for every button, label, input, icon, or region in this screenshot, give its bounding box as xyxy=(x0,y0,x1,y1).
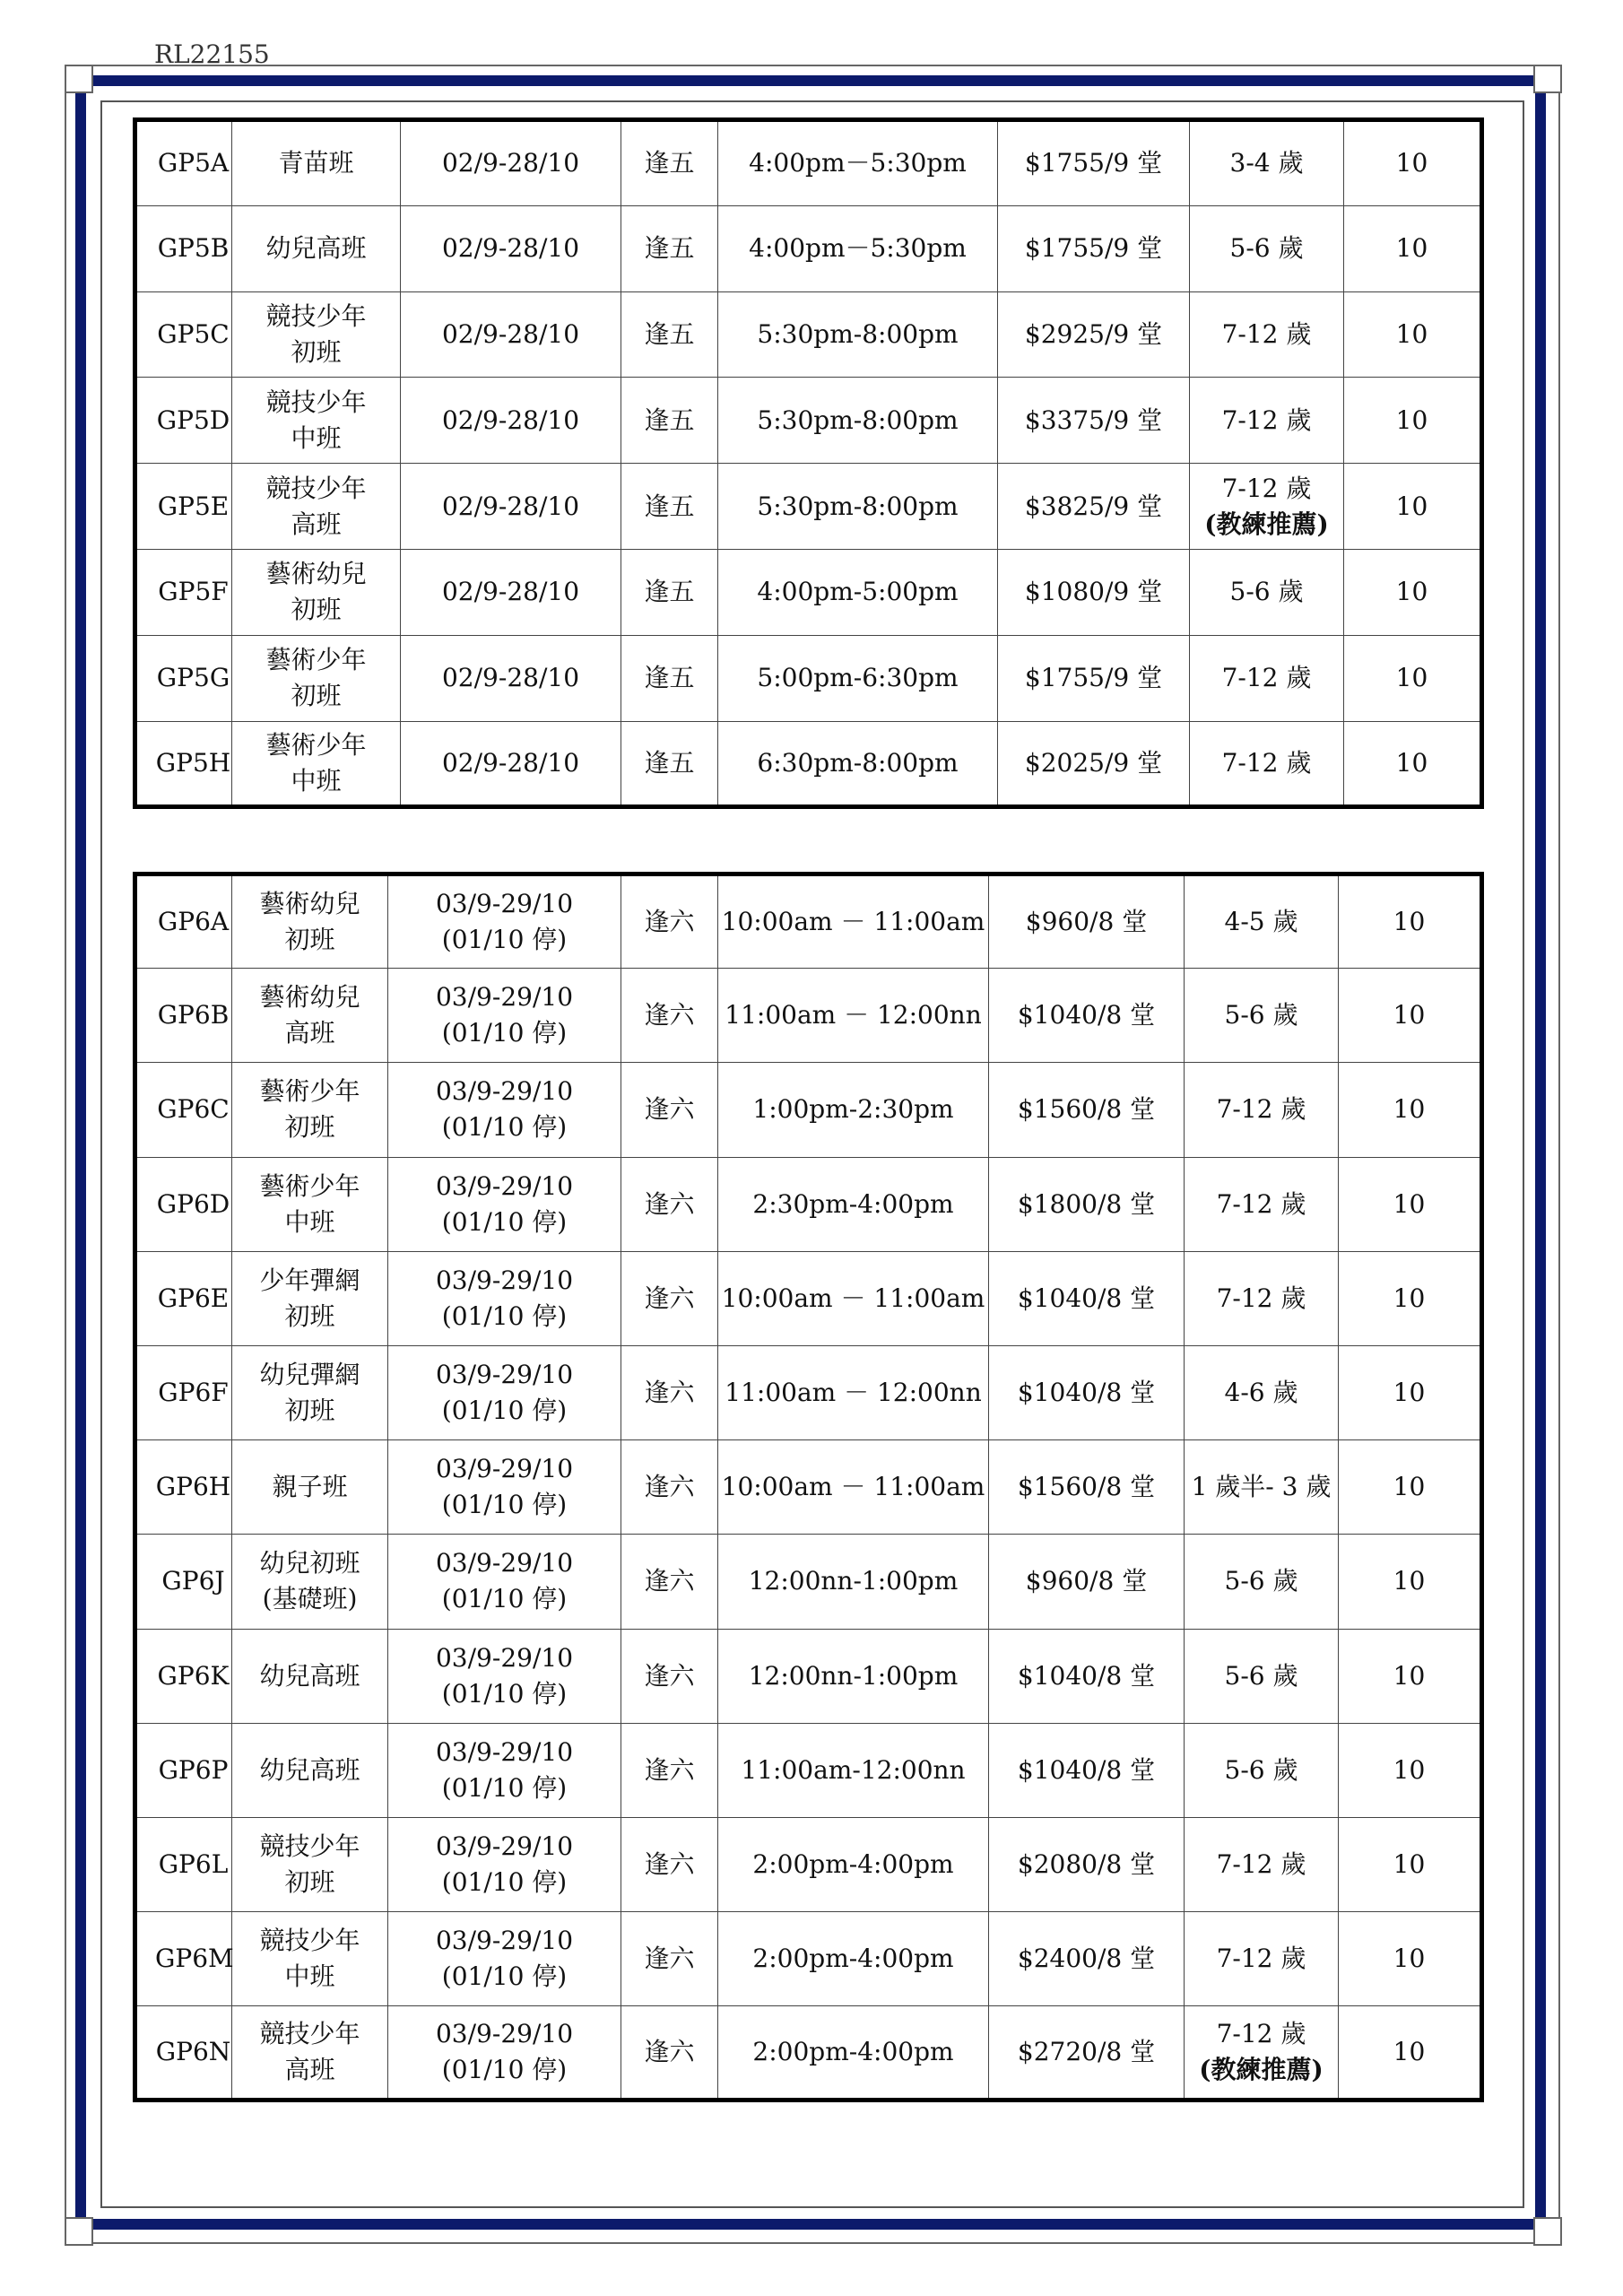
age-cell xyxy=(1185,1345,1339,1439)
class-name-line: 競技少年 xyxy=(259,1831,360,1861)
class-name-line: 少年彈網 xyxy=(259,1265,360,1295)
class-name-cell xyxy=(232,1723,388,1817)
time-cell: 1:00pm-2:30pm xyxy=(718,1063,989,1157)
class-name-line: 親子班 xyxy=(272,1472,348,1502)
class-code-cell: GP6N xyxy=(135,2006,232,2100)
age-cell xyxy=(1185,1063,1339,1157)
friday-schedule-table xyxy=(133,117,1484,809)
age-range: 1 歲半- 3 歲 xyxy=(1191,1472,1332,1502)
class-name-line: 競技少年 xyxy=(259,2019,360,2049)
date-range-cell xyxy=(388,1063,621,1157)
class-code-cell: GP6C xyxy=(135,1063,232,1157)
table-row xyxy=(135,549,1482,635)
weekday-cell: 逢六 xyxy=(621,1440,718,1535)
quota-cell: 10 xyxy=(1339,1723,1482,1817)
age-cell xyxy=(1190,205,1344,291)
age-range: 7-12 歲 xyxy=(1216,1848,1306,1879)
fee-cell: $960/8 堂 xyxy=(989,1535,1185,1629)
date-range: 03/9-29/10 xyxy=(435,982,574,1013)
weekday-cell: 逢六 xyxy=(621,1157,718,1251)
table-row xyxy=(135,1535,1482,1629)
date-range: 03/9-29/10 xyxy=(435,1454,574,1484)
date-range: 02/9-28/10 xyxy=(441,318,580,349)
time-cell: 12:00nn-1:00pm xyxy=(718,1535,989,1629)
class-name-line: 初班 xyxy=(284,1866,335,1897)
class-code-cell: GP6M xyxy=(135,1912,232,2006)
date-range-cell xyxy=(388,1440,621,1535)
fee-cell: $1755/9 堂 xyxy=(998,120,1190,206)
class-code-cell: GP5B xyxy=(135,205,232,291)
suspension-note: (01/10 停) xyxy=(441,1961,568,1992)
class-name-line: 藝術幼兒 xyxy=(259,982,360,1013)
fee-cell: $1040/8 堂 xyxy=(989,1723,1185,1817)
weekday-cell: 逢六 xyxy=(621,1912,718,2006)
age-cell xyxy=(1185,1535,1339,1629)
age-cell xyxy=(1190,378,1344,464)
fee-cell: $1040/8 堂 xyxy=(989,969,1185,1063)
class-name-cell xyxy=(232,1817,388,1911)
age-cell xyxy=(1190,721,1344,807)
quota-cell: 10 xyxy=(1344,120,1482,206)
fee-cell: $1800/8 堂 xyxy=(989,1157,1185,1251)
suspension-note: (01/10 停) xyxy=(441,1866,568,1897)
age-range: 7-12 歲 xyxy=(1216,1283,1306,1313)
weekday-cell: 逢五 xyxy=(621,464,718,550)
date-range: 02/9-28/10 xyxy=(441,491,580,521)
class-code-cell: GP6J xyxy=(135,1535,232,1629)
class-code-cell: GP6D xyxy=(135,1157,232,1251)
age-range: 7-12 歲 xyxy=(1221,747,1312,778)
date-range-cell xyxy=(401,120,621,206)
weekday-cell: 逢六 xyxy=(621,1063,718,1157)
class-name-cell xyxy=(232,464,401,550)
time-cell: 5:30pm-8:00pm xyxy=(718,291,998,378)
date-range: 02/9-28/10 xyxy=(441,577,580,607)
time-cell: 11:00am － 12:00nn xyxy=(718,1345,989,1439)
date-range-cell xyxy=(388,969,621,1063)
class-name-cell xyxy=(232,1251,388,1345)
time-cell: 5:00pm-6:30pm xyxy=(718,635,998,721)
date-range: 03/9-29/10 xyxy=(435,889,574,919)
quota-cell: 10 xyxy=(1339,1440,1482,1535)
class-code-cell: GP5H xyxy=(135,721,232,807)
date-range: 03/9-29/10 xyxy=(435,1642,574,1673)
class-name-line: 幼兒高班 xyxy=(265,233,367,264)
quota-cell: 10 xyxy=(1339,1817,1482,1911)
age-range: 7-12 歲 xyxy=(1221,404,1312,435)
time-cell: 5:30pm-8:00pm xyxy=(718,378,998,464)
time-cell: 2:00pm-4:00pm xyxy=(718,1817,989,1911)
fee-cell: $1560/8 堂 xyxy=(989,1440,1185,1535)
date-range: 03/9-29/10 xyxy=(435,1170,574,1201)
class-name-cell xyxy=(232,721,401,807)
age-cell xyxy=(1185,1817,1339,1911)
date-range-cell xyxy=(388,1912,621,2006)
date-range-cell xyxy=(388,1157,621,1251)
coach-recommendation-note: (教練推薦) xyxy=(1204,509,1329,539)
class-code-cell: GP6B xyxy=(135,969,232,1063)
suspension-note: (01/10 停) xyxy=(441,925,568,955)
border-corner-ornament xyxy=(65,2217,93,2246)
age-cell xyxy=(1190,464,1344,550)
suspension-note: (01/10 停) xyxy=(441,1584,568,1614)
time-cell: 4:00pm-5:00pm xyxy=(718,549,998,635)
age-range: 3-4 歲 xyxy=(1229,148,1304,178)
class-code-cell: GP6L xyxy=(135,1817,232,1911)
age-range: 7-12 歲 xyxy=(1216,2019,1306,2049)
weekday-cell: 逢六 xyxy=(621,1723,718,1817)
date-range: 03/9-29/10 xyxy=(435,1360,574,1390)
class-name-line: 幼兒高班 xyxy=(259,1660,360,1691)
table-row xyxy=(135,874,1482,969)
date-range-cell xyxy=(401,721,621,807)
weekday-cell: 逢五 xyxy=(621,721,718,807)
class-name-line: 競技少年 xyxy=(259,1926,360,1956)
class-name-line: 初班 xyxy=(291,336,342,367)
quota-cell: 10 xyxy=(1344,205,1482,291)
age-range: 5-6 歲 xyxy=(1224,1566,1298,1596)
quota-cell: 10 xyxy=(1344,378,1482,464)
class-name-cell xyxy=(232,378,401,464)
class-name-cell xyxy=(232,291,401,378)
suspension-note: (01/10 停) xyxy=(441,1206,568,1237)
quota-cell: 10 xyxy=(1339,1251,1482,1345)
class-name-cell xyxy=(232,969,388,1063)
weekday-cell: 逢六 xyxy=(621,1345,718,1439)
fee-cell: $1755/9 堂 xyxy=(998,205,1190,291)
table-row xyxy=(135,291,1482,378)
quota-cell: 10 xyxy=(1344,464,1482,550)
fee-cell: $2400/8 堂 xyxy=(989,1912,1185,2006)
date-range: 02/9-28/10 xyxy=(441,663,580,693)
date-range: 02/9-28/10 xyxy=(441,233,580,264)
date-range-cell xyxy=(401,635,621,721)
date-range-cell xyxy=(388,1723,621,1817)
class-code-cell: GP5D xyxy=(135,378,232,464)
class-name-cell xyxy=(232,205,401,291)
time-cell: 11:00am － 12:00nn xyxy=(718,969,989,1063)
time-cell: 4:00pm－5:30pm xyxy=(718,205,998,291)
fee-cell: $3375/9 堂 xyxy=(998,378,1190,464)
fee-cell: $2925/9 堂 xyxy=(998,291,1190,378)
class-name-line: 高班 xyxy=(284,1018,335,1048)
class-name-line: 中班 xyxy=(284,1961,335,1992)
date-range-cell xyxy=(401,464,621,550)
date-range-cell xyxy=(401,378,621,464)
fee-cell: $1755/9 堂 xyxy=(998,635,1190,721)
class-name-line: 初班 xyxy=(284,1300,335,1331)
quota-cell: 10 xyxy=(1344,291,1482,378)
date-range: 02/9-28/10 xyxy=(441,148,580,178)
date-range: 03/9-29/10 xyxy=(435,1076,574,1107)
time-cell: 2:30pm-4:00pm xyxy=(718,1157,989,1251)
class-name-cell xyxy=(232,1535,388,1629)
age-cell xyxy=(1185,1157,1339,1251)
age-cell xyxy=(1190,635,1344,721)
class-name-line: 初班 xyxy=(291,595,342,625)
class-code-cell: GP6H xyxy=(135,1440,232,1535)
class-name-line: 藝術少年 xyxy=(259,1076,360,1107)
quota-cell: 10 xyxy=(1339,1912,1482,2006)
class-name-line: 幼兒初班 xyxy=(259,1548,360,1578)
table-row xyxy=(135,1629,1482,1723)
class-name-line: 初班 xyxy=(284,1112,335,1143)
weekday-cell: 逢六 xyxy=(621,874,718,969)
class-name-line: 高班 xyxy=(284,2055,335,2085)
class-name-line: 中班 xyxy=(291,765,342,796)
class-name-cell xyxy=(232,1912,388,2006)
date-range-cell xyxy=(401,549,621,635)
time-cell: 2:00pm-4:00pm xyxy=(718,1912,989,2006)
table-row xyxy=(135,1440,1482,1535)
class-name-cell xyxy=(232,874,388,969)
class-name-line: 藝術幼兒 xyxy=(259,889,360,919)
age-cell xyxy=(1185,1723,1339,1817)
class-code-cell: GP6P xyxy=(135,1723,232,1817)
class-code-cell: GP5E xyxy=(135,464,232,550)
time-cell: 5:30pm-8:00pm xyxy=(718,464,998,550)
fee-cell: $1040/8 堂 xyxy=(989,1345,1185,1439)
age-range: 7-12 歲 xyxy=(1216,1944,1306,1974)
class-code-cell: GP5A xyxy=(135,120,232,206)
border-corner-ornament xyxy=(1533,65,1562,93)
date-range: 03/9-29/10 xyxy=(435,1265,574,1295)
class-name-cell xyxy=(232,1063,388,1157)
document-reference: RL22155 xyxy=(154,39,270,69)
time-cell: 2:00pm-4:00pm xyxy=(718,2006,989,2100)
class-name-cell xyxy=(232,120,401,206)
class-code-cell: GP5C xyxy=(135,291,232,378)
quota-cell: 10 xyxy=(1339,1629,1482,1723)
fee-cell: $1560/8 堂 xyxy=(989,1063,1185,1157)
class-name-line: 初班 xyxy=(291,681,342,711)
class-code-cell: GP6E xyxy=(135,1251,232,1345)
table-row xyxy=(135,1723,1482,1817)
date-range-cell xyxy=(401,205,621,291)
weekday-cell: 逢六 xyxy=(621,1629,718,1723)
suspension-note: (01/10 停) xyxy=(441,1018,568,1048)
suspension-note: (01/10 停) xyxy=(441,1678,568,1709)
age-cell xyxy=(1185,1912,1339,2006)
age-range: 5-6 歲 xyxy=(1224,1660,1298,1691)
age-range: 7-12 歲 xyxy=(1221,473,1312,503)
fee-cell: $2025/9 堂 xyxy=(998,721,1190,807)
age-cell xyxy=(1185,1629,1339,1723)
date-range: 03/9-29/10 xyxy=(435,1548,574,1578)
class-name-line: 初班 xyxy=(284,1396,335,1426)
quota-cell: 10 xyxy=(1344,721,1482,807)
time-cell: 10:00am － 11:00am xyxy=(718,1440,989,1535)
weekday-cell: 逢六 xyxy=(621,1251,718,1345)
weekday-cell: 逢六 xyxy=(621,1535,718,1629)
class-name-line: 競技少年 xyxy=(265,300,367,331)
weekday-cell: 逢五 xyxy=(621,549,718,635)
class-name-line: 競技少年 xyxy=(265,473,367,503)
time-cell: 6:30pm-8:00pm xyxy=(718,721,998,807)
table-row xyxy=(135,1345,1482,1439)
date-range: 03/9-29/10 xyxy=(435,2019,574,2049)
table-row xyxy=(135,1063,1482,1157)
table-row xyxy=(135,969,1482,1063)
weekday-cell: 逢五 xyxy=(621,291,718,378)
date-range-cell xyxy=(388,1535,621,1629)
class-name-line: 中班 xyxy=(284,1206,335,1237)
quota-cell: 10 xyxy=(1339,969,1482,1063)
age-range: 7-12 歲 xyxy=(1221,663,1312,693)
weekday-cell: 逢五 xyxy=(621,205,718,291)
class-name-line: 競技少年 xyxy=(265,387,367,417)
time-cell: 4:00pm－5:30pm xyxy=(718,120,998,206)
class-code-cell: GP6K xyxy=(135,1629,232,1723)
weekday-cell: 逢五 xyxy=(621,378,718,464)
class-name-line: 青苗班 xyxy=(278,148,354,178)
date-range-cell xyxy=(388,2006,621,2100)
class-name-line: 幼兒高班 xyxy=(259,1754,360,1785)
time-cell: 11:00am-12:00nn xyxy=(718,1723,989,1817)
class-name-cell xyxy=(232,1629,388,1723)
quota-cell: 10 xyxy=(1344,635,1482,721)
age-range: 4-6 歲 xyxy=(1224,1378,1298,1408)
fee-cell: $2720/8 堂 xyxy=(989,2006,1185,2100)
age-cell xyxy=(1190,549,1344,635)
class-name-cell xyxy=(232,549,401,635)
coach-recommendation-note: (教練推薦) xyxy=(1199,2055,1324,2085)
age-cell xyxy=(1185,2006,1339,2100)
table-row xyxy=(135,1817,1482,1911)
age-range: 7-12 歲 xyxy=(1216,1094,1306,1125)
date-range: 03/9-29/10 xyxy=(435,1736,574,1767)
quota-cell: 10 xyxy=(1344,549,1482,635)
class-name-cell xyxy=(232,1345,388,1439)
weekday-cell: 逢六 xyxy=(621,969,718,1063)
suspension-note: (01/10 停) xyxy=(441,1772,568,1803)
fee-cell: $3825/9 堂 xyxy=(998,464,1190,550)
class-name-line: 藝術少年 xyxy=(259,1170,360,1201)
class-name-cell xyxy=(232,2006,388,2100)
table-row xyxy=(135,1251,1482,1345)
age-cell xyxy=(1185,1440,1339,1535)
date-range-cell xyxy=(388,1629,621,1723)
date-range: 02/9-28/10 xyxy=(441,404,580,435)
class-name-line: 藝術幼兒 xyxy=(265,559,367,589)
date-range-cell xyxy=(388,874,621,969)
class-name-line: (基礎班) xyxy=(262,1584,358,1614)
age-cell xyxy=(1185,969,1339,1063)
quota-cell: 10 xyxy=(1339,1157,1482,1251)
table-row xyxy=(135,378,1482,464)
time-cell: 10:00am － 11:00am xyxy=(718,874,989,969)
age-range: 5-6 歲 xyxy=(1229,577,1304,607)
suspension-note: (01/10 停) xyxy=(441,2055,568,2085)
fee-cell: $1040/8 堂 xyxy=(989,1629,1185,1723)
date-range-cell xyxy=(388,1345,621,1439)
age-cell xyxy=(1185,1251,1339,1345)
class-name-line: 藝術少年 xyxy=(265,729,367,760)
age-range: 4-5 歲 xyxy=(1224,907,1298,937)
time-cell: 12:00nn-1:00pm xyxy=(718,1629,989,1723)
date-range: 03/9-29/10 xyxy=(435,1831,574,1861)
class-name-line: 中班 xyxy=(291,422,342,453)
date-range: 02/9-28/10 xyxy=(441,747,580,778)
table-row xyxy=(135,1157,1482,1251)
weekday-cell: 逢六 xyxy=(621,2006,718,2100)
saturday-schedule-table xyxy=(133,872,1484,2102)
date-range-cell xyxy=(401,291,621,378)
age-range: 5-6 歲 xyxy=(1224,1754,1298,1785)
fee-cell: $1040/8 堂 xyxy=(989,1251,1185,1345)
border-corner-ornament xyxy=(1533,2217,1562,2246)
class-code-cell: GP6F xyxy=(135,1345,232,1439)
class-name-cell xyxy=(232,1440,388,1535)
fee-cell: $2080/8 堂 xyxy=(989,1817,1185,1911)
suspension-note: (01/10 停) xyxy=(441,1396,568,1426)
class-code-cell: GP5F xyxy=(135,549,232,635)
weekday-cell: 逢五 xyxy=(621,120,718,206)
suspension-note: (01/10 停) xyxy=(441,1490,568,1520)
weekday-cell: 逢六 xyxy=(621,1817,718,1911)
suspension-note: (01/10 停) xyxy=(441,1300,568,1331)
class-name-line: 初班 xyxy=(284,925,335,955)
class-name-line: 高班 xyxy=(291,509,342,539)
age-range: 7-12 歲 xyxy=(1221,318,1312,349)
age-range: 7-12 歲 xyxy=(1216,1188,1306,1219)
class-code-cell: GP5G xyxy=(135,635,232,721)
date-range-cell xyxy=(388,1251,621,1345)
fee-cell: $960/8 堂 xyxy=(989,874,1185,969)
date-range-cell xyxy=(388,1817,621,1911)
table-row xyxy=(135,721,1482,807)
quota-cell: 10 xyxy=(1339,2006,1482,2100)
table-row xyxy=(135,205,1482,291)
weekday-cell: 逢五 xyxy=(621,635,718,721)
table-row xyxy=(135,120,1482,206)
quota-cell: 10 xyxy=(1339,1345,1482,1439)
table-row xyxy=(135,2006,1482,2100)
age-cell xyxy=(1185,874,1339,969)
date-range: 03/9-29/10 xyxy=(435,1926,574,1956)
table-row xyxy=(135,464,1482,550)
age-range: 5-6 歲 xyxy=(1224,1000,1298,1031)
quota-cell: 10 xyxy=(1339,1535,1482,1629)
quota-cell: 10 xyxy=(1339,874,1482,969)
quota-cell: 10 xyxy=(1339,1063,1482,1157)
border-corner-ornament xyxy=(65,65,93,93)
suspension-note: (01/10 停) xyxy=(441,1112,568,1143)
age-cell xyxy=(1190,291,1344,378)
time-cell: 10:00am － 11:00am xyxy=(718,1251,989,1345)
table-row xyxy=(135,635,1482,721)
age-range: 5-6 歲 xyxy=(1229,233,1304,264)
class-name-line: 幼兒彈網 xyxy=(259,1360,360,1390)
class-name-line: 藝術少年 xyxy=(265,645,367,675)
age-cell xyxy=(1190,120,1344,206)
table-row xyxy=(135,1912,1482,2006)
class-name-cell xyxy=(232,1157,388,1251)
class-code-cell: GP6A xyxy=(135,874,232,969)
class-name-cell xyxy=(232,635,401,721)
fee-cell: $1080/9 堂 xyxy=(998,549,1190,635)
